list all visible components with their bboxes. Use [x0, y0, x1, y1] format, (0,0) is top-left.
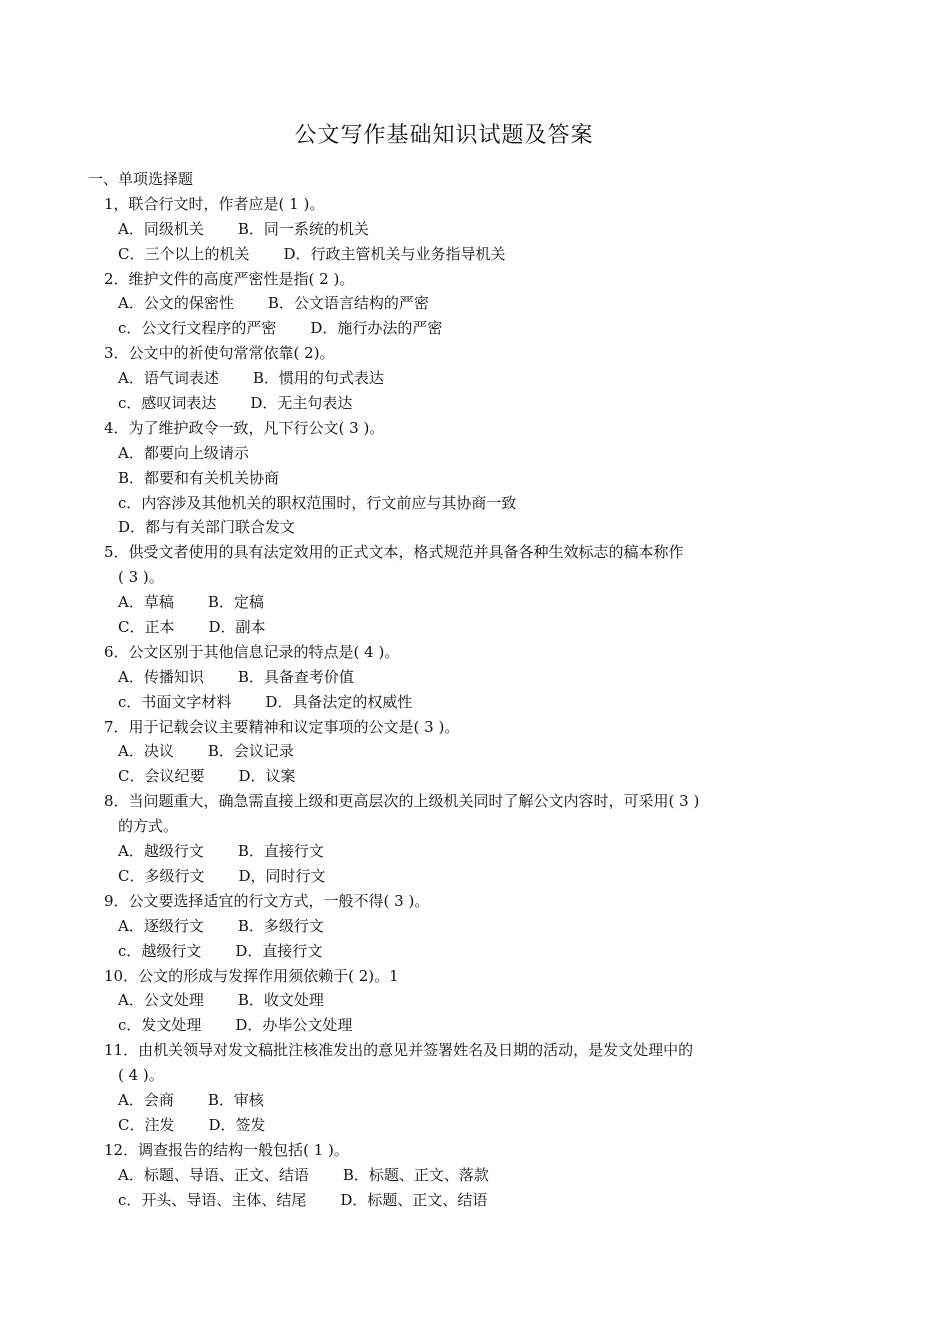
question-10: [88, 964, 888, 1039]
question-stem: 12．调查报告的结构一般包括( 1 )。: [104, 1140, 349, 1159]
question-stem-continued: ( 4 )。: [118, 1066, 164, 1085]
option: D．无主句表达: [250, 394, 353, 413]
option-row: [88, 914, 888, 939]
question-stem: 10．公文的形成与发挥作用须依赖于( 2)。1: [104, 966, 399, 985]
option: B．同一系统的机关: [237, 219, 369, 238]
option-row: [88, 391, 888, 416]
option: A．会商: [118, 1090, 174, 1109]
option: D．都与有关部门联合发文: [118, 518, 296, 537]
option-row: [88, 441, 888, 466]
question-1: [88, 192, 888, 267]
option-row: [88, 1113, 888, 1138]
option-row: [88, 1163, 888, 1188]
option: c．开头、导语、主体、结尾: [118, 1190, 307, 1209]
option: c．内容涉及其他机关的职权范围时，行文前应与其协商一致: [118, 493, 517, 512]
option: c．越级行文: [118, 941, 202, 960]
option: D．标题、正文、结语: [340, 1190, 488, 1209]
question-stem: 6．公文区别于其他信息记录的特点是( 4 )。: [104, 642, 400, 661]
option-row: [88, 864, 888, 889]
option: C．会议纪要: [118, 767, 205, 786]
option: C．三个以上的机关: [118, 244, 250, 263]
option: B．公文语言结构的严密: [267, 294, 429, 313]
option-row: [88, 466, 888, 491]
option: A．决议: [118, 742, 174, 761]
option: A．越级行文: [118, 842, 204, 861]
option: A．公文处理: [118, 991, 204, 1010]
option: D．议案: [238, 767, 296, 786]
option: B．标题、正文、落款: [342, 1165, 489, 1184]
option: C．正本: [118, 618, 175, 637]
option: C．注发: [118, 1115, 175, 1134]
option: D．具备法定的权威性: [265, 692, 413, 711]
option-row: [88, 242, 888, 267]
question-stem: 8．当问题重大，确急需直接上级和更高层次的上级机关同时了解公文内容时，可采用( 3 ): [104, 792, 700, 811]
option: A．草稿: [118, 593, 174, 612]
question-stem: 5．供受文者使用的具有法定效用的正式文本，格式规范并具备各种生效标志的稿本称作: [104, 543, 684, 562]
option: B．审核: [207, 1090, 264, 1109]
question-stem: 1，联合行文时，作者应是( 1 )。: [104, 194, 325, 213]
option-row: [88, 739, 888, 764]
option-row: [88, 1188, 888, 1213]
option-row: [88, 366, 888, 391]
question-4: [88, 416, 888, 540]
question-stem-continued: ( 3 )。: [118, 568, 164, 587]
option-row: [88, 1088, 888, 1113]
option: B．具备查考价值: [237, 667, 354, 686]
option-row: [88, 1013, 888, 1038]
option-row: [88, 939, 888, 964]
option: D．行政主管机关与业务指导机关: [283, 244, 506, 263]
option: A．逐级行文: [118, 916, 204, 935]
question-stem: 7．用于记载会议主要精神和议定事项的公文是( 3 )。: [104, 717, 460, 736]
option: D，同时行文: [238, 866, 326, 885]
question-9: [88, 889, 888, 964]
question-stem: 9．公文要选择适宜的行文方式，一般不得( 3 )。: [104, 891, 430, 910]
question-stem: 4．为了维护政令一致，凡下行公文( 3 )。: [104, 418, 385, 437]
option: c．公文行文程序的严密: [118, 319, 277, 338]
question-7: [88, 715, 888, 790]
option: D．签发: [208, 1115, 266, 1134]
option-row: [88, 665, 888, 690]
option: c．感叹词表达: [118, 394, 217, 413]
option: c．书面文字材料: [118, 692, 232, 711]
option: A．语气词表述: [118, 369, 219, 388]
option-row: [88, 988, 888, 1013]
question-stem-continued: 的方式。: [118, 817, 179, 836]
option-row: [88, 839, 888, 864]
question-12: [88, 1138, 888, 1213]
option-row: [88, 491, 888, 516]
option: B．定稿: [207, 593, 264, 612]
question-stem: 11．由机关领导对发文稿批注核准发出的意见并签署姓名及日期的活动，是发文处理中的: [104, 1041, 694, 1060]
option: B．会议记录: [207, 742, 294, 761]
question-2: [88, 267, 888, 342]
option: A．都要向上级请示: [118, 443, 249, 462]
option: B．都要和有关机关协商: [118, 468, 280, 487]
question-stem: 2．维护文件的高度严密性是指( 2 )。: [104, 269, 355, 288]
section-heading: 一、单项选择题: [88, 170, 194, 188]
option: D．副本: [208, 618, 266, 637]
option: B．多级行文: [237, 916, 324, 935]
option-row: [88, 615, 888, 640]
question-list: [88, 167, 888, 1212]
option: A．标题、导语、正文、结语: [118, 1165, 309, 1184]
option: A．同级机关: [118, 219, 204, 238]
option: B．收文处理: [237, 991, 324, 1010]
option: D．办毕公文处理: [235, 1016, 353, 1035]
option-row: [88, 590, 888, 615]
question-3: [88, 341, 888, 416]
option: c．发文处理: [118, 1016, 202, 1035]
option-row: [88, 764, 888, 789]
option-row: [88, 515, 888, 540]
option: A．传播知识: [118, 667, 204, 686]
question-11: [88, 1038, 888, 1138]
option-row: [88, 316, 888, 341]
question-8: [88, 789, 888, 889]
question-stem: 3．公文中的祈使句常常依靠( 2)。: [104, 344, 335, 363]
option: D．施行办法的严密: [310, 319, 443, 338]
question-6: [88, 640, 888, 715]
question-5: [88, 540, 888, 640]
document-title: 公文写作基础知识试题及答案: [294, 123, 594, 148]
option-row: [88, 291, 888, 316]
option: A．公文的保密性: [118, 294, 234, 313]
option: D．直接行文: [235, 941, 323, 960]
option: B．直接行文: [237, 842, 324, 861]
option-row: [88, 217, 888, 242]
option: C．多级行文: [118, 866, 205, 885]
option: B．惯用的句式表达: [252, 369, 384, 388]
option-row: [88, 690, 888, 715]
